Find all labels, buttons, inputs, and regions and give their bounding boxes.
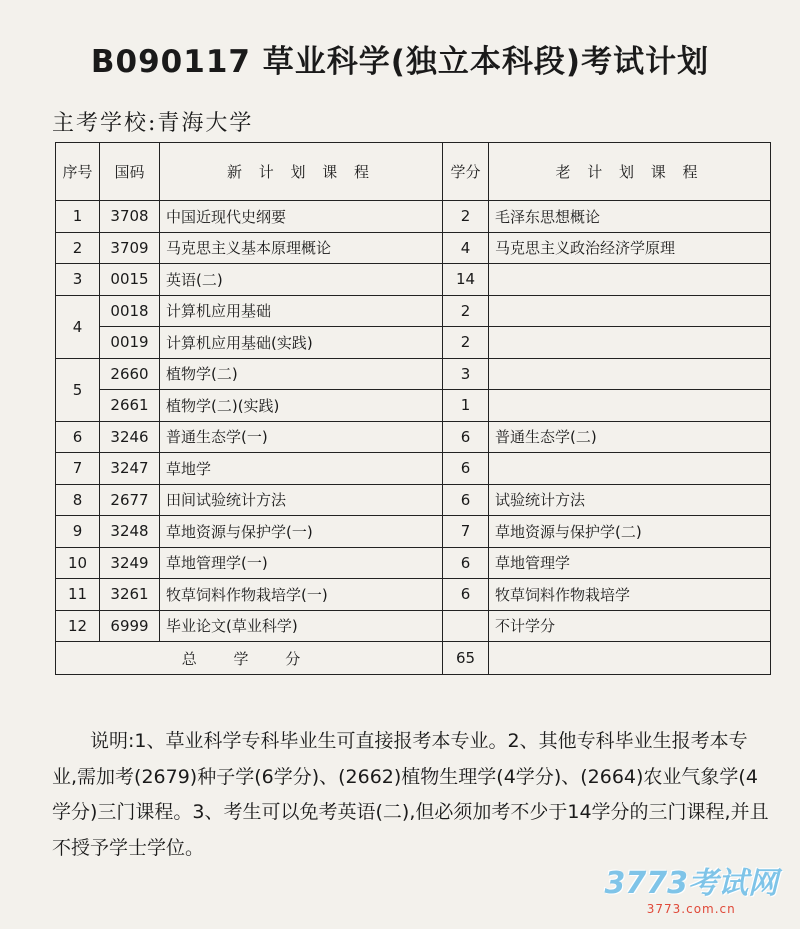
row-code: 2677: [100, 484, 160, 516]
table-row: [56, 453, 771, 485]
row-credits: [443, 610, 489, 642]
row-credits: 3: [443, 358, 489, 390]
row-credits: 2: [443, 327, 489, 359]
row-old-course: 普通生态学(二): [489, 421, 771, 453]
header-old-course: 老 计 划 课 程: [489, 143, 771, 201]
row-old-course: [489, 295, 771, 327]
row-credits: 6: [443, 484, 489, 516]
row-no: 5: [56, 358, 100, 421]
row-course: 植物学(二): [160, 358, 443, 390]
row-credits: 14: [443, 264, 489, 296]
watermark-logo: 3773考试网: [604, 866, 778, 901]
row-old-course: [489, 390, 771, 422]
row-code: 3709: [100, 232, 160, 264]
row-credits: 6: [443, 547, 489, 579]
row-code: 0015: [100, 264, 160, 296]
row-code: 3708: [100, 201, 160, 233]
header-credits: 学分: [443, 143, 489, 201]
row-course: 英语(二): [160, 264, 443, 296]
table-row: [56, 264, 771, 296]
row-no: 2: [56, 232, 100, 264]
table-header-row: [56, 143, 771, 201]
row-credits: 2: [443, 295, 489, 327]
row-code: 3247: [100, 453, 160, 485]
row-old-course: 毛泽东思想概论: [489, 201, 771, 233]
row-course: 计算机应用基础: [160, 295, 443, 327]
table-row: [56, 547, 771, 579]
row-credits: 4: [443, 232, 489, 264]
row-course: 毕业论文(草业科学): [160, 610, 443, 642]
row-no: 11: [56, 579, 100, 611]
table-row: [56, 610, 771, 642]
row-old-course: [489, 264, 771, 296]
table-row: [56, 358, 771, 390]
table-row: [56, 327, 771, 359]
total-old-empty: [489, 642, 771, 675]
exam-school: 主考学校:青海大学: [52, 111, 254, 136]
row-credits: 6: [443, 453, 489, 485]
row-course: 草地资源与保护学(一): [160, 516, 443, 548]
row-course: 普通生态学(一): [160, 421, 443, 453]
row-no: 4: [56, 295, 100, 358]
row-no: 9: [56, 516, 100, 548]
exam-plan-table: [55, 142, 771, 675]
header-no: 序号: [56, 143, 100, 201]
row-course: 牧草饲料作物栽培学(一): [160, 579, 443, 611]
row-code: 2660: [100, 358, 160, 390]
row-no: 6: [56, 421, 100, 453]
site-watermark: [605, 858, 779, 916]
table-row: [56, 579, 771, 611]
row-code: 6999: [100, 610, 160, 642]
total-label: 总 学 分: [56, 642, 443, 675]
table-row: [56, 390, 771, 422]
table-row: [56, 232, 771, 264]
table-row: [56, 421, 771, 453]
row-course: 田间试验统计方法: [160, 484, 443, 516]
row-no: 10: [56, 547, 100, 579]
table-row: [56, 484, 771, 516]
table-row: [56, 295, 771, 327]
header-new-course: 新 计 划 课 程: [160, 143, 443, 201]
row-code: 2661: [100, 390, 160, 422]
row-credits: 6: [443, 579, 489, 611]
row-credits: 7: [443, 516, 489, 548]
row-old-course: 不计学分: [489, 610, 771, 642]
row-old-course: [489, 327, 771, 359]
row-code: 0019: [100, 327, 160, 359]
row-course: 计算机应用基础(实践): [160, 327, 443, 359]
row-no: 3: [56, 264, 100, 296]
row-old-course: 草地资源与保护学(二): [489, 516, 771, 548]
row-credits: 6: [443, 421, 489, 453]
row-credits: 2: [443, 201, 489, 233]
row-old-course: 牧草饲料作物栽培学: [489, 579, 771, 611]
row-no: 8: [56, 484, 100, 516]
row-no: 12: [56, 610, 100, 642]
row-code: 3248: [100, 516, 160, 548]
total-credits: 65: [443, 642, 489, 675]
row-old-course: [489, 453, 771, 485]
page-title: B090117 草业科学(独立本科段)考试计划: [90, 44, 710, 80]
table-row: [56, 516, 771, 548]
row-old-course: [489, 358, 771, 390]
row-course: 草地学: [160, 453, 443, 485]
header-code: 国码: [100, 143, 160, 201]
row-course: 中国近现代史纲要: [160, 201, 443, 233]
row-old-course: 马克思主义政治经济学原理: [489, 232, 771, 264]
table-row: [56, 201, 771, 233]
watermark-url: 3773.com.cn: [646, 902, 736, 916]
row-code: 0018: [100, 295, 160, 327]
row-code: 3246: [100, 421, 160, 453]
note-paragraph: 说明:1、草业科学专科毕业生可直接报考本专业。2、其他专科毕业生报考本专业,需加考(2679)种子学(6学分)、(2662)植物生理学(4学分)、(2664)农业气象学(4学分)三门课程。3、考生可以免考英语(二),但必须加考不少于14学分的三门课程,并且不授予学士学位。: [52, 730, 769, 859]
row-no: 7: [56, 453, 100, 485]
total-row: [56, 642, 771, 675]
row-no: 1: [56, 201, 100, 233]
row-code: 3249: [100, 547, 160, 579]
row-old-course: 草地管理学: [489, 547, 771, 579]
row-old-course: 试验统计方法: [489, 484, 771, 516]
row-code: 3261: [100, 579, 160, 611]
row-course: 草地管理学(一): [160, 547, 443, 579]
row-credits: 1: [443, 390, 489, 422]
row-course: 马克思主义基本原理概论: [160, 232, 443, 264]
row-course: 植物学(二)(实践): [160, 390, 443, 422]
